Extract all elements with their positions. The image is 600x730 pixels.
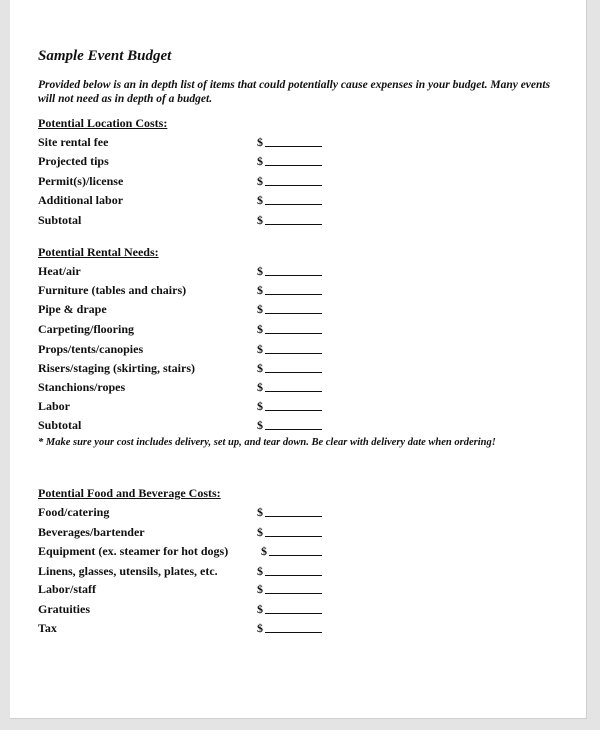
dollar-sign: $ [257, 418, 263, 432]
dollar-sign: $ [257, 213, 263, 227]
dollar-sign: $ [257, 564, 263, 578]
budget-item-label: Tax [38, 621, 57, 635]
amount-blank-line[interactable] [265, 575, 322, 576]
dollar-sign: $ [257, 154, 263, 168]
budget-item-label: Furniture (tables and chairs) [38, 283, 187, 297]
budget-item-label: Pipe & drape [38, 302, 107, 316]
amount-blank-line[interactable] [265, 429, 322, 430]
budget-item-label: Equipment (ex. steamer for hot dogs) [38, 544, 229, 558]
amount-blank-line[interactable] [265, 146, 322, 147]
amount-blank-line[interactable] [265, 333, 322, 334]
dollar-sign: $ [257, 525, 263, 539]
amount-blank-line[interactable] [265, 185, 322, 186]
budget-item-label: Projected tips [38, 154, 109, 168]
amount-blank-line[interactable] [265, 224, 322, 225]
dollar-sign: $ [257, 193, 263, 207]
document-title: Sample Event Budget [38, 48, 172, 64]
amount-blank-line[interactable] [265, 593, 322, 594]
budget-item-label: Linens, glasses, utensils, plates, etc. [38, 564, 218, 578]
budget-item-label: Permit(s)/license [38, 174, 124, 188]
dollar-sign: $ [257, 399, 263, 413]
delivery-note: * Make sure your cost includes delivery, set up, and tear down. Be clear with delivery date when ordering! [38, 437, 496, 448]
amount-blank-line[interactable] [265, 391, 322, 392]
dollar-sign: $ [257, 264, 263, 278]
document-page [10, 0, 587, 719]
dollar-sign: $ [257, 302, 263, 316]
amount-blank-line[interactable] [265, 372, 322, 373]
amount-blank-line[interactable] [265, 294, 322, 295]
dollar-sign: $ [257, 582, 263, 596]
intro-paragraph: Provided below is an in depth list of items that could potentially cause expenses in your budget. Many events will not need as in depth of a budget. [38, 79, 551, 105]
budget-item-label: Beverages/bartender [38, 525, 145, 539]
section-heading-food: Potential Food and Beverage Costs: [38, 486, 221, 500]
amount-blank-line[interactable] [265, 313, 322, 314]
section-heading-location: Potential Location Costs: [38, 116, 168, 130]
amount-blank-line[interactable] [265, 632, 322, 633]
budget-item-label: Heat/air [38, 264, 81, 278]
budget-item-label: Labor [38, 399, 71, 413]
amount-blank-line[interactable] [265, 613, 322, 614]
dollar-sign: $ [257, 602, 263, 616]
amount-blank-line[interactable] [265, 275, 322, 276]
budget-item-label: Food/catering [38, 505, 110, 519]
dollar-sign: $ [257, 174, 263, 188]
budget-item-label: Labor/staff [38, 582, 96, 596]
budget-item-label: Gratuities [38, 602, 90, 616]
amount-blank-line[interactable] [265, 204, 322, 205]
dollar-sign: $ [257, 621, 263, 635]
budget-item-label: Additional labor [38, 193, 124, 207]
dollar-sign: $ [257, 361, 263, 375]
subtotal-label: Subtotal [38, 418, 82, 432]
budget-item-label: Risers/staging (skirting, stairs) [38, 361, 195, 375]
subtotal-label: Subtotal [38, 213, 82, 227]
dollar-sign: $ [261, 544, 267, 558]
amount-blank-line[interactable] [265, 165, 322, 166]
budget-item-label: Carpeting/flooring [38, 322, 134, 336]
amount-blank-line[interactable] [265, 410, 322, 411]
budget-item-label: Props/tents/canopies [38, 342, 144, 356]
amount-blank-line[interactable] [269, 555, 322, 556]
amount-blank-line[interactable] [265, 516, 322, 517]
dollar-sign: $ [257, 322, 263, 336]
dollar-sign: $ [257, 135, 263, 149]
amount-blank-line[interactable] [265, 353, 322, 354]
dollar-sign: $ [257, 380, 263, 394]
dollar-sign: $ [257, 505, 263, 519]
budget-item-label: Stanchions/ropes [38, 380, 126, 394]
amount-blank-line[interactable] [265, 536, 322, 537]
section-heading-rental: Potential Rental Needs: [38, 245, 159, 259]
dollar-sign: $ [257, 283, 263, 297]
budget-item-label: Site rental fee [38, 135, 109, 149]
dollar-sign: $ [257, 342, 263, 356]
